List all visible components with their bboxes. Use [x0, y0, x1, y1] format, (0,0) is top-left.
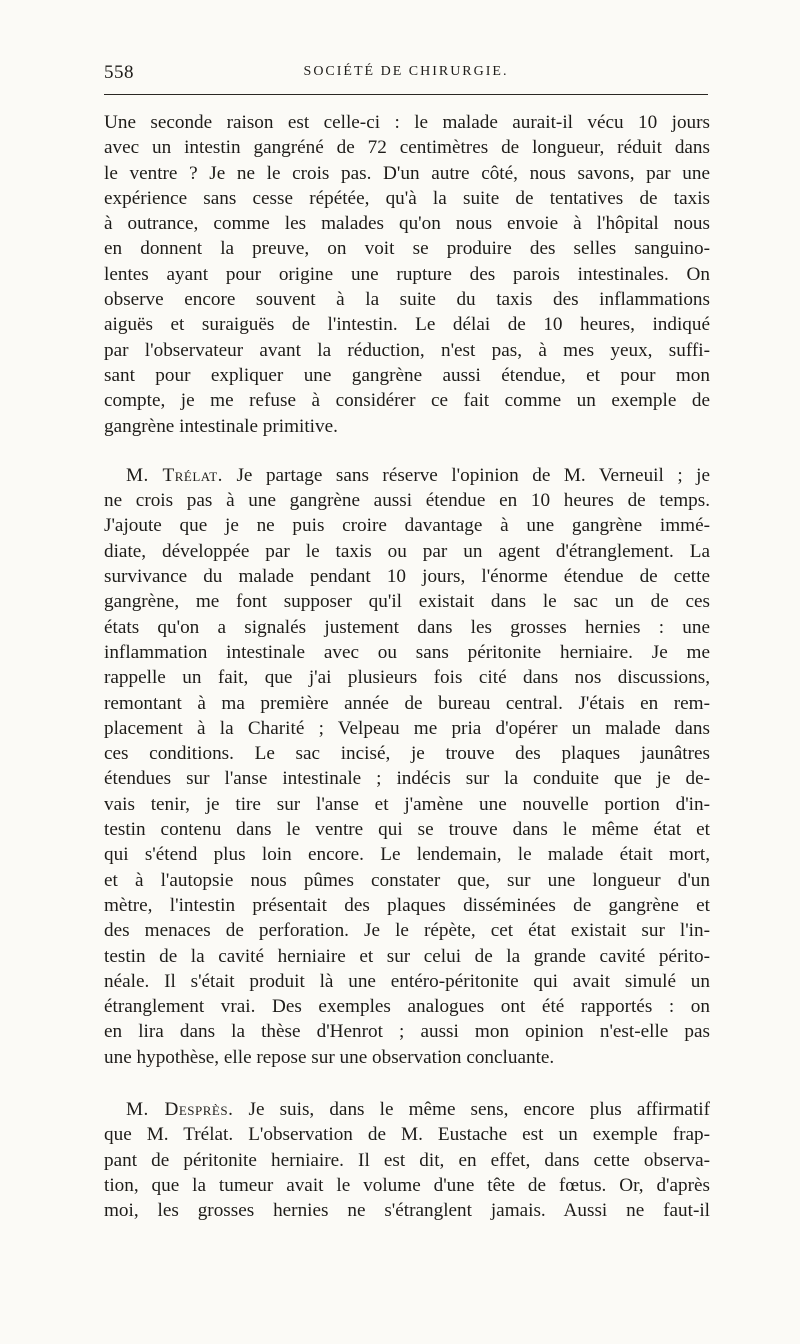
text-line: états qu'on a signalés justement dans les grosses hernies : une: [104, 616, 710, 638]
text-line: ces conditions. Le sac incisé, je trouve des plaques jaunâtres: [104, 743, 710, 765]
text-line: sant pour expliquer une gangrène aussi étendue, et pour mon: [104, 364, 710, 386]
text-line: placement à la Charité ; Velpeau me pria d'opérer un malade dans: [104, 717, 710, 739]
text-line: pant de péritonite herniaire. Il est dit, en effet, dans cette observa-: [104, 1149, 710, 1171]
text-line: expérience sans cesse répétée, qu'à la suite de tentatives de taxis: [104, 187, 710, 209]
text-line: et à l'autopsie nous pûmes constater que, sur une longueur d'un: [104, 869, 710, 891]
paragraph-3: [104, 1097, 710, 1223]
text-line: observe encore souvent à la suite du taxis des inflammations: [104, 289, 710, 311]
paragraph-1: [104, 110, 710, 439]
text-line: vais tenir, je tire sur l'anse et j'amène une nouvelle portion d'in-: [104, 793, 710, 815]
text-line: néale. Il s'était produit là une entéro-péritonite qui avait simulé un: [104, 970, 710, 992]
text-line: étendues sur l'anse intestinale ; indécis sur la conduite que je de-: [104, 768, 710, 790]
speaker-name: M. Desprès.: [126, 1098, 234, 1120]
text-line: une hypothèse, elle repose sur une observation concluante.: [104, 1046, 555, 1068]
text-line: le ventre ? Je ne le crois pas. D'un autre côté, nous savons, par une: [104, 162, 710, 184]
text-line: par l'observateur avant la réduction, n'est pas, à mes yeux, suffi-: [104, 339, 710, 361]
text-line: tion, que la tumeur avait le volume d'une tête de fœtus. Or, d'après: [104, 1174, 710, 1196]
text-line: testin contenu dans le ventre qui se trouve dans le même état et: [104, 819, 710, 841]
text-line: diate, développée par le taxis ou par un agent d'étranglement. La: [104, 540, 710, 562]
text-line: qui s'étend plus loin encore. Le lendemain, le malade était mort,: [104, 844, 710, 866]
text-line: J'ajoute que je ne puis croire davantage à une gangrène immé-: [104, 515, 710, 537]
text-line: Une seconde raison est celle-ci : le malade aurait-il vécu 10 jours: [104, 112, 710, 133]
header-rule: [104, 94, 708, 95]
text-line: survivance du malade pendant 10 jours, l'énorme étendue de cette: [104, 566, 710, 588]
text-line: des menaces de perforation. Je le répète, cet état existait sur l'in-: [104, 920, 710, 942]
paragraph-2: [104, 463, 710, 1070]
text-line: aiguës et suraiguës de l'intestin. Le délai de 10 heures, indiqué: [104, 314, 710, 336]
text-line: mètre, l'intestin présentait des plaques disséminées de gangrène et: [104, 894, 710, 916]
text-run: Je suis, dans le même sens, encore plus affirmatif: [248, 1098, 710, 1120]
text-line: inflammation intestinale avec ou sans péritonite herniaire. Je me: [104, 641, 710, 663]
text-line: gangrène intestinale primitive.: [104, 415, 338, 437]
text-line: gangrène, me font supposer qu'il existait dans le sac un de ces: [104, 591, 710, 613]
text-line: que M. Trélat. L'observation de M. Eustache est un exemple frap-: [104, 1124, 710, 1146]
paragraph-gap: [104, 1070, 710, 1097]
text-line: moi, les grosses hernies ne s'étranglent jamais. Aussi ne faut-il: [104, 1200, 710, 1222]
body-text: [104, 110, 710, 1223]
text-line: lentes ayant pour origine une rupture des parois intestinales. On: [104, 263, 710, 285]
text-line: à outrance, comme les malades qu'on nous envoie à l'hôpital nous: [104, 213, 710, 235]
text-line: avec un intestin gangréné de 72 centimètres de longueur, réduit dans: [104, 137, 710, 159]
paragraph-gap: [104, 439, 710, 463]
text-run: Je partage sans réserve l'opinion de M. Verneuil ; je: [236, 464, 710, 486]
text-line-first: [104, 1097, 710, 1122]
text-line: rappelle un fait, que j'ai plusieurs fois cité dans nos discussions,: [104, 667, 710, 689]
text-line: remontant à ma première année de bureau central. J'étais en rem-: [104, 692, 710, 714]
speaker-name: M. Trélat.: [126, 464, 223, 486]
page-number: 558: [104, 62, 134, 83]
running-title: SOCIÉTÉ DE CHIRURGIE.: [303, 64, 509, 79]
text-line: testin de la cavité herniaire et sur celui de la grande cavité périto-: [104, 945, 710, 967]
text-line: étranglement vrai. Des exemples analogues ont été rapportés : on: [104, 996, 710, 1018]
page-header: [104, 62, 708, 88]
text-line: compte, je me refuse à considérer ce fait comme un exemple de: [104, 390, 710, 412]
text-line: en lira dans la thèse d'Henrot ; aussi mon opinion n'est-elle pas: [104, 1021, 710, 1043]
text-line: en donnent la preuve, on voit se produire des selles sanguino-: [104, 238, 710, 260]
text-line-first: [104, 463, 710, 488]
text-line: ne crois pas à une gangrène aussi étendue en 10 heures de temps.: [104, 490, 710, 512]
